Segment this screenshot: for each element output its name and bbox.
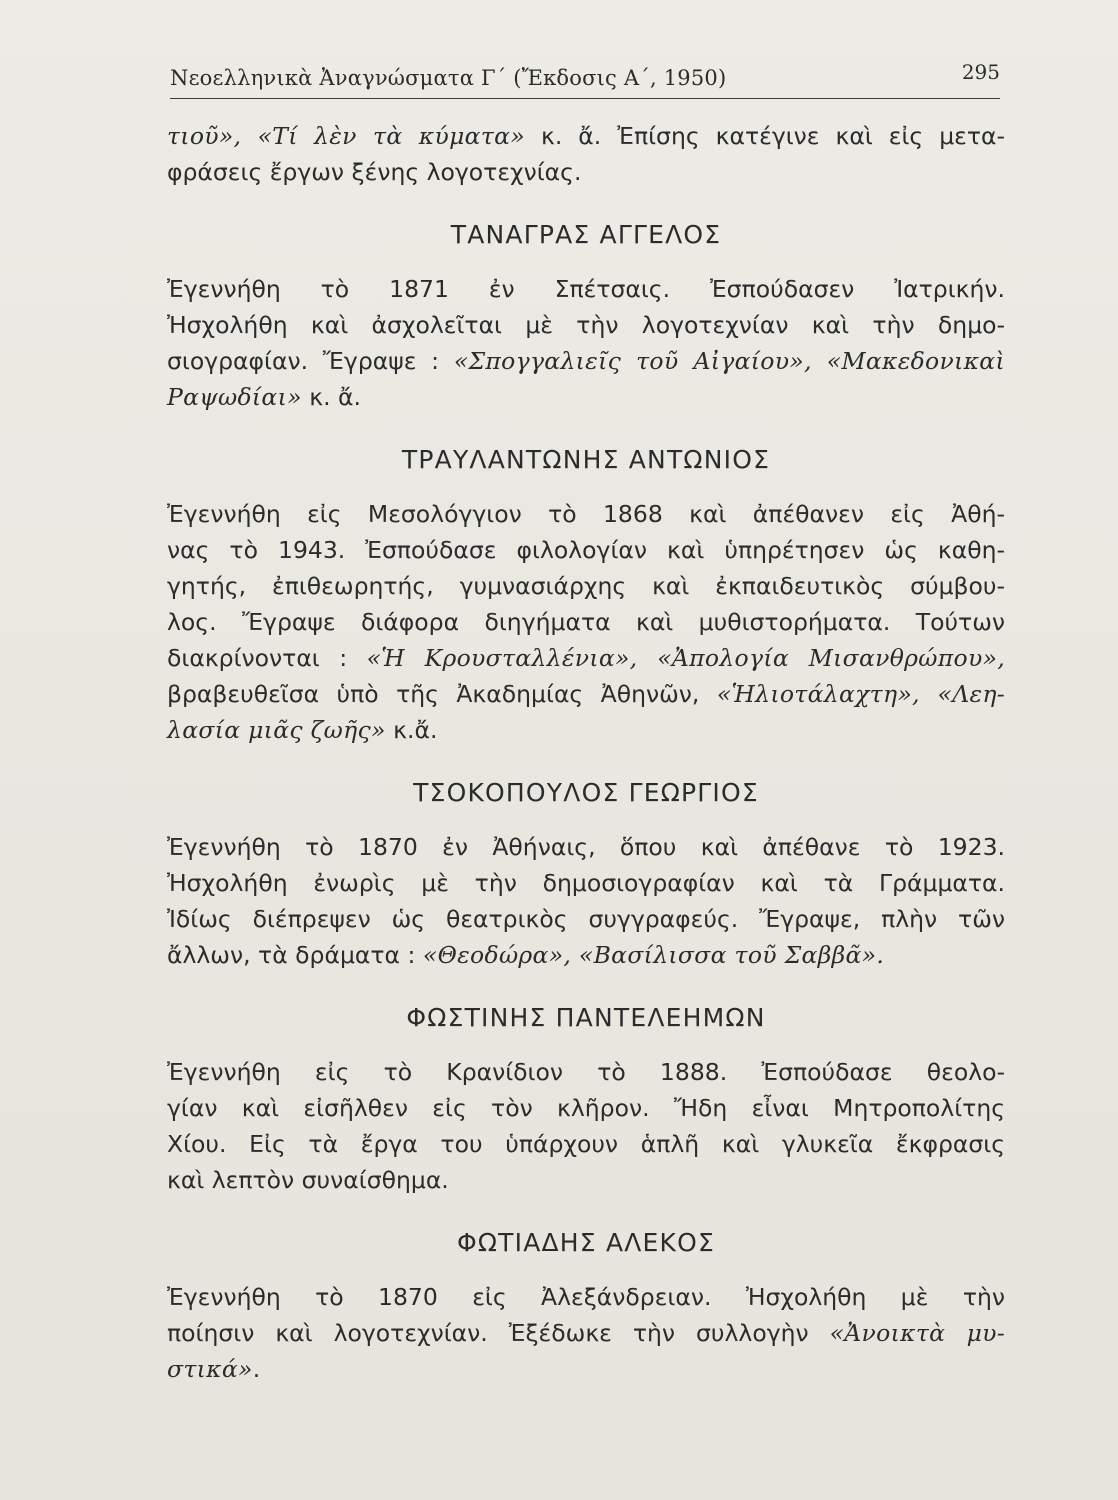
running-header xyxy=(170,58,1000,99)
body-line: ποίησιν καὶ λογοτεχνίαν. Ἐξέδωκε τὴν συλλογὴν «Ἀνοικτὰ μυ- xyxy=(167,1319,1005,1347)
body-line: φράσεις ἔργων ξένης λογοτεχνίας. xyxy=(167,158,582,186)
body-line: ἄλλων, τὰ δράματα : «Θεοδώρα», «Βασίλισσα τοῦ Σαββᾶ». xyxy=(167,941,885,969)
page-content xyxy=(167,118,1005,1387)
body-line: Ραψωδίαι» κ. ἄ. xyxy=(167,383,362,411)
body-line: λασία μιᾶς ζωῆς» κ.ἄ. xyxy=(167,716,438,744)
page-number: 295 xyxy=(961,60,1000,84)
entry-heading: ΦΩΤΙΑΔΗΣ ΑΛΕΚΟΣ xyxy=(456,1228,716,1257)
body-line: λος. Ἔγραψε διάφορα διηγήματα καὶ μυθιστορήματα. Τούτων xyxy=(167,608,1005,636)
body-line: Ἐγεννήθη τὸ 1870 εἰς Ἀλεξάνδρειαν. Ἠσχολήθη μὲ τὴν xyxy=(167,1283,1005,1311)
body-line: Ἠσχολήθη καὶ ἀσχολεῖται μὲ τὴν λογοτεχνίαν καὶ τὴν δημο- xyxy=(167,311,1005,339)
body-line: βραβευθεῖσα ὑπὸ τῆς Ἀκαδημίας Ἀθηνῶν, «Ἡλιοτάλαχτη», «Λεη- xyxy=(167,680,1005,708)
entry-heading: ΦΩΣΤΙΝΗΣ ΠΑΝΤΕΛΕΗΜΩΝ xyxy=(406,1003,766,1032)
body-line: Χίου. Εἰς τὰ ἔργα του ὑπάρχουν ἁπλῆ καὶ γλυκεῖα ἔκφρασις xyxy=(167,1130,1005,1158)
entry-heading: ΤΡΑΥΛΑΝΤΩΝΗΣ ΑΝΤΩΝΙΟΣ xyxy=(401,445,771,474)
body-line: Ἐγεννήθη εἰς τὸ Κρανίδιον τὸ 1888. Ἐσπούδασε θεολο- xyxy=(167,1058,1005,1086)
body-line: Ἐγεννήθη τὸ 1870 ἐν Ἀθήναις, ὅπου καὶ ἀπέθανε τὸ 1923. xyxy=(167,833,1005,861)
body-line: γίαν καὶ εἰσῆλθεν εἰς τὸν κλῆρον. Ἤδη εἶναι Μητροπολίτης xyxy=(167,1094,1005,1122)
entry-heading: ΤΣΟΚΟΠΟΥΛΟΣ ΓΕΩΡΓΙΟΣ xyxy=(413,778,759,807)
body-line: νας τὸ 1943. Ἐσπούδασε φιλολογίαν καὶ ὑπηρέτησεν ὡς καθη- xyxy=(167,536,1005,564)
body-line: γητής, ἐπιθεωρητής, γυμνασιάρχης καὶ ἐκπαιδευτικὸς σύμβου- xyxy=(167,572,1005,600)
body-line: Ἐγεννήθη τὸ 1871 ἐν Σπέτσαις. Ἐσπούδασεν Ἰατρικήν. xyxy=(167,275,1005,303)
body-line: διακρίνονται : «Ἡ Κρουσταλλένια», «Ἀπολογία Μισανθρώπου», xyxy=(167,644,1005,672)
body-line: καὶ λεπτὸν συναίσθημα. xyxy=(167,1166,449,1194)
body-line: σιογραφίαν. Ἔγραψε : «Σπογγαλιεῖς τοῦ Αἰγαίου», «Μακεδονικαὶ xyxy=(167,347,1005,375)
body-line: τιοῦ», «Τί λὲν τὰ κύματα» κ. ἄ. Ἐπίσης κατέγινε καὶ εἰς μετα- xyxy=(167,122,1005,150)
book-title: Νεοελληνικὰ Ἀναγνώσματα Γ΄ (Ἔκδοσις Α΄, 1950) xyxy=(170,66,727,90)
body-line: Ἠσχολήθη ἐνωρὶς μὲ τὴν δημοσιογραφίαν καὶ τὰ Γράμματα. xyxy=(167,869,1005,897)
entry-heading: ΤΑΝΑΓΡΑΣ ΑΓΓΕΛΟΣ xyxy=(450,220,722,249)
body-line: Ἰδίως διέπρεψεν ὡς θεατρικὸς συγγραφεύς. Ἔγραψε, πλὴν τῶν xyxy=(167,905,1005,933)
body-line: Ἐγεννήθη εἰς Μεσολόγγιον τὸ 1868 καὶ ἀπέθανεν εἰς Ἀθή- xyxy=(167,500,1005,528)
body-line: στικά». xyxy=(167,1355,261,1383)
